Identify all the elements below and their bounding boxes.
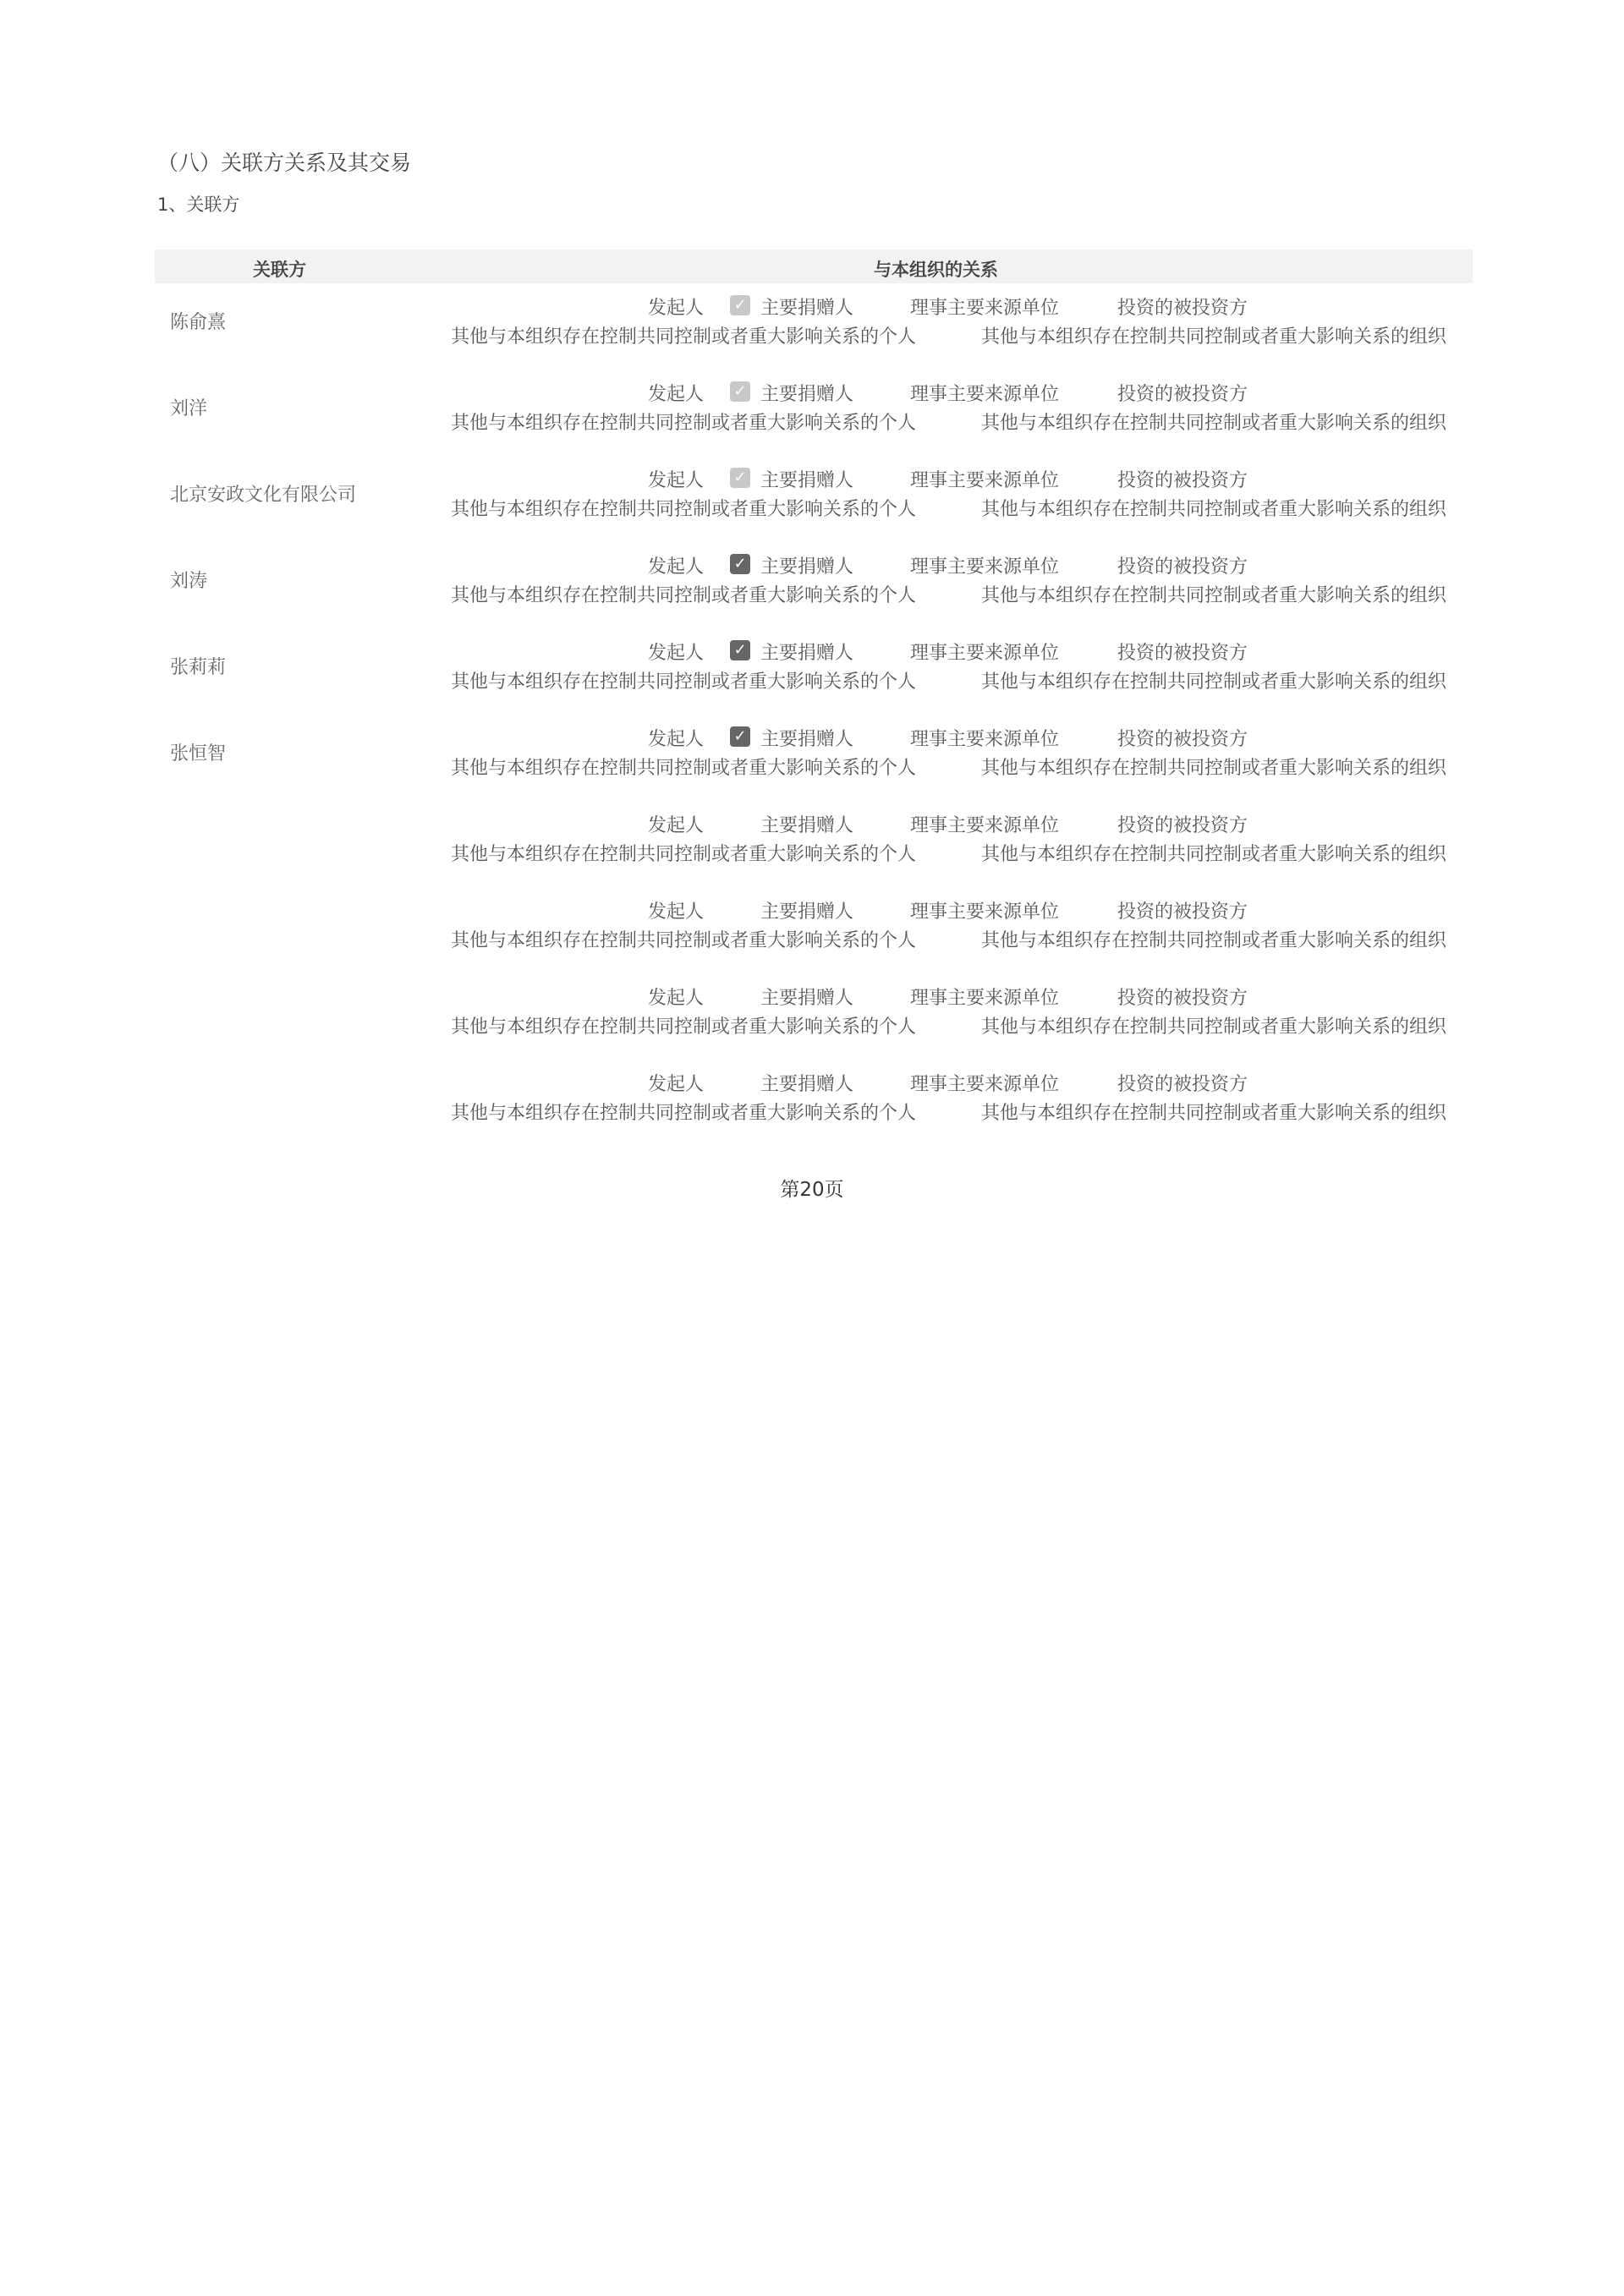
option-council-source-unit: 理事主要来源单位	[910, 298, 1060, 319]
option-other-organization: 其他与本组织存在控制共同控制或者重大影响关系的组织	[981, 413, 1447, 434]
major-donor-checkbox[interactable]: ✓	[730, 468, 750, 488]
page-number: 第20页	[780, 1179, 844, 1201]
header-related-party: 关联方	[253, 260, 306, 280]
option-invested-party: 投资的被投资方	[1117, 384, 1248, 405]
table-body	[155, 283, 1473, 1146]
option-invested-party: 投资的被投资方	[1117, 643, 1248, 664]
option-major-donor: 主要捐赠人	[760, 556, 854, 578]
table-row	[155, 283, 1473, 370]
major-donor-checkbox[interactable]: ✓	[730, 640, 750, 660]
option-other-individual: 其他与本组织存在控制共同控制或者重大影响关系的个人	[451, 844, 917, 865]
table-header	[155, 249, 1473, 283]
option-founder: 发起人	[648, 988, 705, 1009]
option-other-organization: 其他与本组织存在控制共同控制或者重大影响关系的组织	[981, 758, 1447, 779]
option-invested-party: 投资的被投资方	[1117, 556, 1248, 578]
major-donor-checkbox[interactable]: ✓	[730, 295, 750, 315]
option-other-organization: 其他与本组织存在控制共同控制或者重大影响关系的组织	[981, 326, 1447, 348]
table-row	[155, 1060, 1473, 1146]
option-other-organization: 其他与本组织存在控制共同控制或者重大影响关系的组织	[981, 1103, 1447, 1124]
option-major-donor: 主要捐赠人	[760, 384, 854, 405]
related-party-name: 张莉莉	[170, 657, 227, 678]
option-other-organization: 其他与本组织存在控制共同控制或者重大影响关系的组织	[981, 1016, 1447, 1038]
related-party-name: 北京安政文化有限公司	[170, 485, 357, 506]
option-major-donor: 主要捐赠人	[760, 988, 854, 1009]
major-donor-checkbox[interactable]: ✓	[730, 554, 750, 574]
option-council-source-unit: 理事主要来源单位	[910, 470, 1060, 491]
option-council-source-unit: 理事主要来源单位	[910, 643, 1060, 664]
option-founder: 发起人	[648, 556, 705, 578]
option-founder: 发起人	[648, 901, 705, 923]
option-other-organization: 其他与本组织存在控制共同控制或者重大影响关系的组织	[981, 671, 1447, 693]
option-council-source-unit: 理事主要来源单位	[910, 556, 1060, 578]
option-founder: 发起人	[648, 1074, 705, 1095]
option-other-individual: 其他与本组织存在控制共同控制或者重大影响关系的个人	[451, 585, 917, 606]
option-council-source-unit: 理事主要来源单位	[910, 988, 1060, 1009]
option-other-individual: 其他与本组织存在控制共同控制或者重大影响关系的个人	[451, 1103, 917, 1124]
related-party-table	[155, 249, 1473, 1146]
option-founder: 发起人	[648, 643, 705, 664]
option-founder: 发起人	[648, 729, 705, 750]
option-major-donor: 主要捐赠人	[760, 643, 854, 664]
table-row	[155, 887, 1473, 973]
major-donor-checkbox[interactable]: ✓	[730, 381, 750, 402]
option-major-donor: 主要捐赠人	[760, 901, 854, 923]
option-council-source-unit: 理事主要来源单位	[910, 1074, 1060, 1095]
option-other-individual: 其他与本组织存在控制共同控制或者重大影响关系的个人	[451, 413, 917, 434]
related-party-name: 刘涛	[170, 571, 208, 592]
option-founder: 发起人	[648, 815, 705, 836]
option-major-donor: 主要捐赠人	[760, 1074, 854, 1095]
option-major-donor: 主要捐赠人	[760, 298, 854, 319]
option-invested-party: 投资的被投资方	[1117, 815, 1248, 836]
table-row	[155, 542, 1473, 628]
option-major-donor: 主要捐赠人	[760, 815, 854, 836]
option-other-organization: 其他与本组织存在控制共同控制或者重大影响关系的组织	[981, 930, 1447, 951]
option-invested-party: 投资的被投资方	[1117, 729, 1248, 750]
table-row	[155, 628, 1473, 715]
related-party-name: 张恒智	[170, 743, 227, 764]
major-donor-checkbox[interactable]: ✓	[730, 726, 750, 747]
option-other-organization: 其他与本组织存在控制共同控制或者重大影响关系的组织	[981, 844, 1447, 865]
related-party-name: 刘洋	[170, 398, 208, 419]
related-party-name: 陈俞熹	[170, 312, 227, 333]
header-relation: 与本组织的关系	[874, 260, 998, 280]
option-founder: 发起人	[648, 298, 705, 319]
option-other-organization: 其他与本组织存在控制共同控制或者重大影响关系的组织	[981, 499, 1447, 520]
table-row	[155, 715, 1473, 801]
table-row	[155, 370, 1473, 456]
option-major-donor: 主要捐赠人	[760, 470, 854, 491]
subsection-title: 1、关联方	[157, 195, 240, 215]
option-other-individual: 其他与本组织存在控制共同控制或者重大影响关系的个人	[451, 326, 917, 348]
option-other-individual: 其他与本组织存在控制共同控制或者重大影响关系的个人	[451, 758, 917, 779]
option-invested-party: 投资的被投资方	[1117, 1074, 1248, 1095]
option-other-individual: 其他与本组织存在控制共同控制或者重大影响关系的个人	[451, 930, 917, 951]
table-row	[155, 456, 1473, 542]
option-invested-party: 投资的被投资方	[1117, 298, 1248, 319]
table-row	[155, 973, 1473, 1060]
option-council-source-unit: 理事主要来源单位	[910, 729, 1060, 750]
option-invested-party: 投资的被投资方	[1117, 470, 1248, 491]
option-founder: 发起人	[648, 384, 705, 405]
option-other-individual: 其他与本组织存在控制共同控制或者重大影响关系的个人	[451, 1016, 917, 1038]
option-council-source-unit: 理事主要来源单位	[910, 815, 1060, 836]
option-other-organization: 其他与本组织存在控制共同控制或者重大影响关系的组织	[981, 585, 1447, 606]
option-founder: 发起人	[648, 470, 705, 491]
option-other-individual: 其他与本组织存在控制共同控制或者重大影响关系的个人	[451, 499, 917, 520]
option-invested-party: 投资的被投资方	[1117, 988, 1248, 1009]
option-major-donor: 主要捐赠人	[760, 729, 854, 750]
option-council-source-unit: 理事主要来源单位	[910, 901, 1060, 923]
option-council-source-unit: 理事主要来源单位	[910, 384, 1060, 405]
option-invested-party: 投资的被投资方	[1117, 901, 1248, 923]
table-row	[155, 801, 1473, 887]
section-title: （八）关联方关系及其交易	[157, 151, 412, 175]
option-other-individual: 其他与本组织存在控制共同控制或者重大影响关系的个人	[451, 671, 917, 693]
